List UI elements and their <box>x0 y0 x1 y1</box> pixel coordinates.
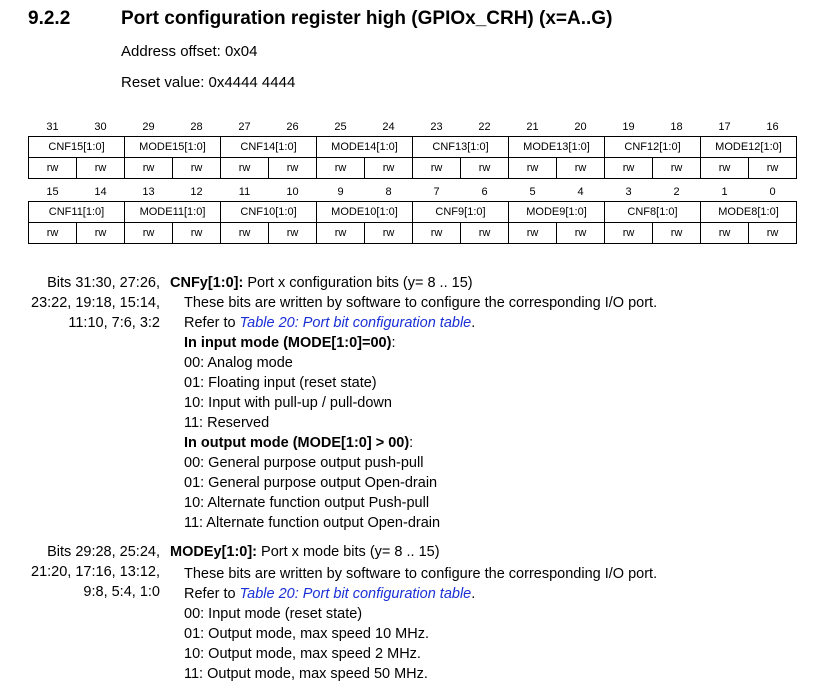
bit-number: 10 <box>286 186 299 198</box>
bit-number: 9 <box>337 186 344 198</box>
bit-number: 2 <box>673 186 680 198</box>
register-field: CNF9[1:0] <box>413 202 509 223</box>
bit-number: 22 <box>478 121 491 133</box>
cnf-bit-range <box>0 273 160 333</box>
bit-number: 21 <box>526 121 539 133</box>
register-field: CNF11[1:0] <box>29 202 125 223</box>
access-type: rw <box>605 223 653 244</box>
cnf-field-name: CNFy[1:0]: <box>170 275 244 291</box>
access-type: rw <box>701 223 749 244</box>
bit-number: 13 <box>142 186 155 198</box>
bit-number: 30 <box>94 121 107 133</box>
cnf-summary: Port x configuration bits (y= 8 .. 15) <box>243 275 473 291</box>
register-field: MODE9[1:0] <box>509 202 605 223</box>
access-type: rw <box>653 158 701 179</box>
bit-number: 27 <box>238 121 251 133</box>
register-field: CNF12[1:0] <box>605 137 701 158</box>
access-type: rw <box>365 158 413 179</box>
bit-number: 16 <box>766 121 779 133</box>
access-type: rw <box>269 223 317 244</box>
mode-field-name: MODEy[1:0]: <box>170 544 258 560</box>
access-type: rw <box>701 158 749 179</box>
input-mode-heading-text: In input mode (MODE[1:0]=00) <box>184 335 392 351</box>
access-type: rw <box>29 158 77 179</box>
access-type: rw <box>221 158 269 179</box>
access-type: rw <box>557 158 605 179</box>
mode-bits-line: Bits 29:28, 25:24, <box>47 544 160 560</box>
register-field: MODE14[1:0] <box>317 137 413 158</box>
bit-number: 28 <box>190 121 203 133</box>
table20-link[interactable]: Table 20: Port bit configuration table <box>239 315 472 331</box>
mode-desc-line: These bits are written by software to configure the corresponding I/O port. <box>184 566 658 582</box>
access-type: rw <box>509 223 557 244</box>
access-type: rw <box>365 223 413 244</box>
register-table-upper <box>28 118 797 179</box>
register-field: MODE12[1:0] <box>701 137 797 158</box>
mode-item: 01: Output mode, max speed 10 MHz. <box>184 626 430 642</box>
access-type: rw <box>461 158 509 179</box>
bit-number: 26 <box>286 121 299 133</box>
bit-number: 29 <box>142 121 155 133</box>
bit-number: 14 <box>94 186 107 198</box>
bit-number: 5 <box>529 186 536 198</box>
bit-number: 19 <box>622 121 635 133</box>
bit-number: 23 <box>430 121 443 133</box>
mode-description <box>184 564 657 684</box>
access-type: rw <box>509 158 557 179</box>
refer-prefix: Refer to <box>184 315 240 331</box>
register-field: CNF13[1:0] <box>413 137 509 158</box>
access-type: rw <box>173 158 221 179</box>
input-item: 10: Input with pull-up / pull-down <box>184 395 392 411</box>
refer-suffix: . <box>471 586 476 602</box>
mode-bit-range <box>0 542 160 602</box>
output-mode-heading <box>184 433 657 453</box>
access-type: rw <box>77 158 125 179</box>
bit-number: 31 <box>46 121 59 133</box>
bit-number: 3 <box>625 186 632 198</box>
bit-number: 8 <box>385 186 392 198</box>
table20-link[interactable]: Table 20: Port bit configuration table <box>239 586 472 602</box>
bit-number: 11 <box>238 186 251 198</box>
bit-number: 25 <box>334 121 347 133</box>
output-item: 01: General purpose output Open-drain <box>184 475 438 491</box>
cnf-bits-line: Bits 31:30, 27:26, <box>47 275 160 291</box>
access-type: rw <box>269 158 317 179</box>
register-table-lower <box>28 183 797 244</box>
mode-summary: Port x mode bits (y= 8 .. 15) <box>257 544 440 560</box>
bit-number: 7 <box>433 186 440 198</box>
bit-number: 20 <box>574 121 587 133</box>
access-type: rw <box>77 223 125 244</box>
register-field: CNF15[1:0] <box>29 137 125 158</box>
mode-item: 10: Output mode, max speed 2 MHz. <box>184 646 421 662</box>
colon: : <box>409 435 414 451</box>
register-field: MODE15[1:0] <box>125 137 221 158</box>
mode-refer-line <box>184 584 657 604</box>
cnf-bits-line: 23:22, 19:18, 15:14, <box>31 295 160 311</box>
input-item: 11: Reserved <box>184 415 270 431</box>
output-item: 10: Alternate function output Push-pull <box>184 495 430 511</box>
register-field: MODE13[1:0] <box>509 137 605 158</box>
register-field: CNF10[1:0] <box>221 202 317 223</box>
input-mode-heading <box>184 333 657 353</box>
register-field: MODE10[1:0] <box>317 202 413 223</box>
access-type: rw <box>413 223 461 244</box>
cnf-desc-line: These bits are written by software to configure the corresponding I/O port. <box>184 295 658 311</box>
cnf-heading <box>170 273 473 293</box>
section-title: Port configuration register high (GPIOx_CRH) (x=A..G) <box>121 8 613 29</box>
access-type: rw <box>317 223 365 244</box>
bit-number: 1 <box>721 186 728 198</box>
access-type: rw <box>557 223 605 244</box>
output-mode-heading-text: In output mode (MODE[1:0] > 00) <box>184 435 410 451</box>
section-number: 9.2.2 <box>28 8 71 29</box>
mode-item: 11: Output mode, max speed 50 MHz. <box>184 666 428 682</box>
cnf-description <box>184 293 657 533</box>
register-field: CNF14[1:0] <box>221 137 317 158</box>
register-field: CNF8[1:0] <box>605 202 701 223</box>
access-type: rw <box>125 223 173 244</box>
colon: : <box>391 335 396 351</box>
mode-item: 00: Input mode (reset state) <box>184 606 363 622</box>
bit-number: 4 <box>577 186 584 198</box>
bit-number: 6 <box>481 186 488 198</box>
cnf-bits-line: 11:10, 7:6, 3:2 <box>68 315 160 331</box>
refer-prefix: Refer to <box>184 586 240 602</box>
bit-number: 12 <box>190 186 203 198</box>
input-item: 00: Analog mode <box>184 355 293 371</box>
bit-number: 15 <box>46 186 59 198</box>
access-type: rw <box>125 158 173 179</box>
access-type: rw <box>317 158 365 179</box>
output-item: 00: General purpose output push-pull <box>184 455 424 471</box>
cnf-refer-line <box>184 313 657 333</box>
access-type: rw <box>173 223 221 244</box>
output-item: 11: Alternate function output Open-drain <box>184 515 441 531</box>
bit-number: 24 <box>382 121 395 133</box>
access-type: rw <box>29 223 77 244</box>
mode-bits-line: 9:8, 5:4, 1:0 <box>83 584 160 600</box>
access-type: rw <box>413 158 461 179</box>
mode-heading <box>170 542 440 562</box>
refer-suffix: . <box>471 315 476 331</box>
register-field: MODE11[1:0] <box>125 202 221 223</box>
input-item: 01: Floating input (reset state) <box>184 375 377 391</box>
access-type: rw <box>605 158 653 179</box>
access-type: rw <box>749 223 797 244</box>
access-type: rw <box>749 158 797 179</box>
access-type: rw <box>653 223 701 244</box>
address-offset: Address offset: 0x04 <box>121 43 258 60</box>
mode-bits-line: 21:20, 17:16, 13:12, <box>31 564 160 580</box>
bit-number: 17 <box>718 121 731 133</box>
register-field: MODE8[1:0] <box>701 202 797 223</box>
reset-value: Reset value: 0x4444 4444 <box>121 74 296 91</box>
bit-number: 0 <box>769 186 776 198</box>
bit-number: 18 <box>670 121 683 133</box>
access-type: rw <box>221 223 269 244</box>
access-type: rw <box>461 223 509 244</box>
